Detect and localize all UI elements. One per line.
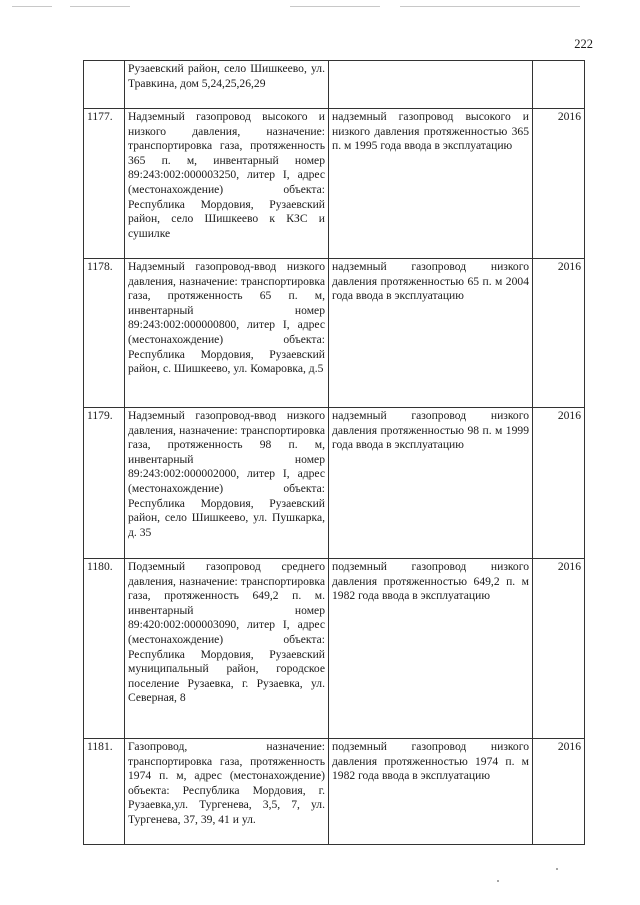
table-row: [84, 739, 585, 845]
year-cell: 2016: [533, 559, 585, 739]
scan-speck: [556, 868, 558, 870]
scan-noise-mark: [70, 6, 130, 7]
object-description: Рузаевский район, село Шишкеево, ул. Травкина, дом 5,24,25,26,29: [128, 62, 325, 90]
object-note: надземный газопровод высокого и низкого давления протяженностью 365 п. м 1995 года ввода в эксплуатацию: [332, 110, 529, 153]
row-number-cell: 1180.: [84, 559, 125, 739]
object-description-cell: [125, 559, 329, 739]
object-description-cell: [125, 61, 329, 109]
object-note-cell: [329, 559, 533, 739]
page-number: 222: [574, 37, 593, 51]
table-row: [84, 259, 585, 408]
object-note-cell: [329, 408, 533, 559]
object-description-cell: [125, 408, 329, 559]
table-row: [84, 109, 585, 259]
object-note: подземный газопровод низкого давления протяженностью 1974 п. м 1982 года ввода в эксплуатацию: [332, 740, 529, 783]
property-registry-table: [83, 60, 585, 845]
object-note: надземный газопровод низкого давления протяженностью 65 п. м 2004 года ввода в эксплуатацию: [332, 260, 529, 303]
scan-noise-mark: [400, 6, 580, 7]
row-number-cell: 1179.: [84, 408, 125, 559]
table-row: [84, 559, 585, 739]
object-description-cell: [125, 739, 329, 845]
object-note-cell: [329, 739, 533, 845]
scan-noise-mark: [290, 6, 380, 7]
table-row: [84, 61, 585, 109]
object-note-cell: [329, 259, 533, 408]
year-cell: 2016: [533, 739, 585, 845]
row-number-cell: 1177.: [84, 109, 125, 259]
table-row: [84, 408, 585, 559]
scan-speck: [497, 880, 499, 882]
scan-noise-mark: [12, 6, 52, 7]
scan-noise-strip: [0, 4, 640, 10]
object-description: Надземный газопровод высокого и низкого давления, назначение: транспортировка газа, протяженность 365 п. м, инвентарный номер 89:243:002:000003250, литер I, адрес (местонахождение) объекта: Республика Мордовия, Рузаевский район, село Шишкеево к КЗС и сушилке: [128, 110, 325, 240]
year-cell: 2016: [533, 408, 585, 559]
row-number-cell: [84, 61, 125, 109]
row-number-cell: 1181.: [84, 739, 125, 845]
year-cell: 2016: [533, 109, 585, 259]
object-description-cell: [125, 259, 329, 408]
object-description: Надземный газопровод-ввод низкого давления, назначение: транспортировка газа, протяженность 65 п. м, инвентарный номер 89:243:002:000000800, литер I, адрес (местонахождение) объекта: Республика Мордовия, Рузаевский район, с. Шишкеево, ул. Комаровка, д.5: [128, 260, 325, 376]
row-number-cell: 1178.: [84, 259, 125, 408]
year-cell: 2016: [533, 259, 585, 408]
object-description-cell: [125, 109, 329, 259]
object-description: Надземный газопровод-ввод низкого давления, назначение: транспортировка газа, протяженность 98 п. м, инвентарный номер 89:243:002:000002000, литер I, адрес (местонахождение) объекта: Республика Мордовия, Рузаевский район, село Шишкеево, ул. Пушкарка, д. 35: [128, 409, 325, 539]
object-description: Газопровод, назначение: транспортировка газа, протяженность 1974 п. м, адрес (местонахождение) объекта: Республика Мордовия, г. Рузаевка,ул. Тургенева, 3,5, 7, ул. Тургенева, 37, 39, 41 и ул.: [128, 740, 325, 826]
object-note-cell: [329, 61, 533, 109]
object-note: подземный газопровод низкого давления протяженностью 649,2 п. м 1982 года ввода в эксплуатацию: [332, 560, 529, 603]
object-note-cell: [329, 109, 533, 259]
year-cell: [533, 61, 585, 109]
object-note: надземный газопровод низкого давления протяженностью 98 п. м 1999 года ввода в эксплуатацию: [332, 409, 529, 452]
object-description: Подземный газопровод среднего давления, назначение: транспортировка газа, протяженность 649,2 п. м. инвентарный номер 89:420:002:000003090, литер I, адрес (местонахождение) объекта: Республика Мордовия, Рузаевский муниципальный район, городское поселение Рузаевка, г. Рузаевка, ул. Северная, 8: [128, 560, 325, 705]
